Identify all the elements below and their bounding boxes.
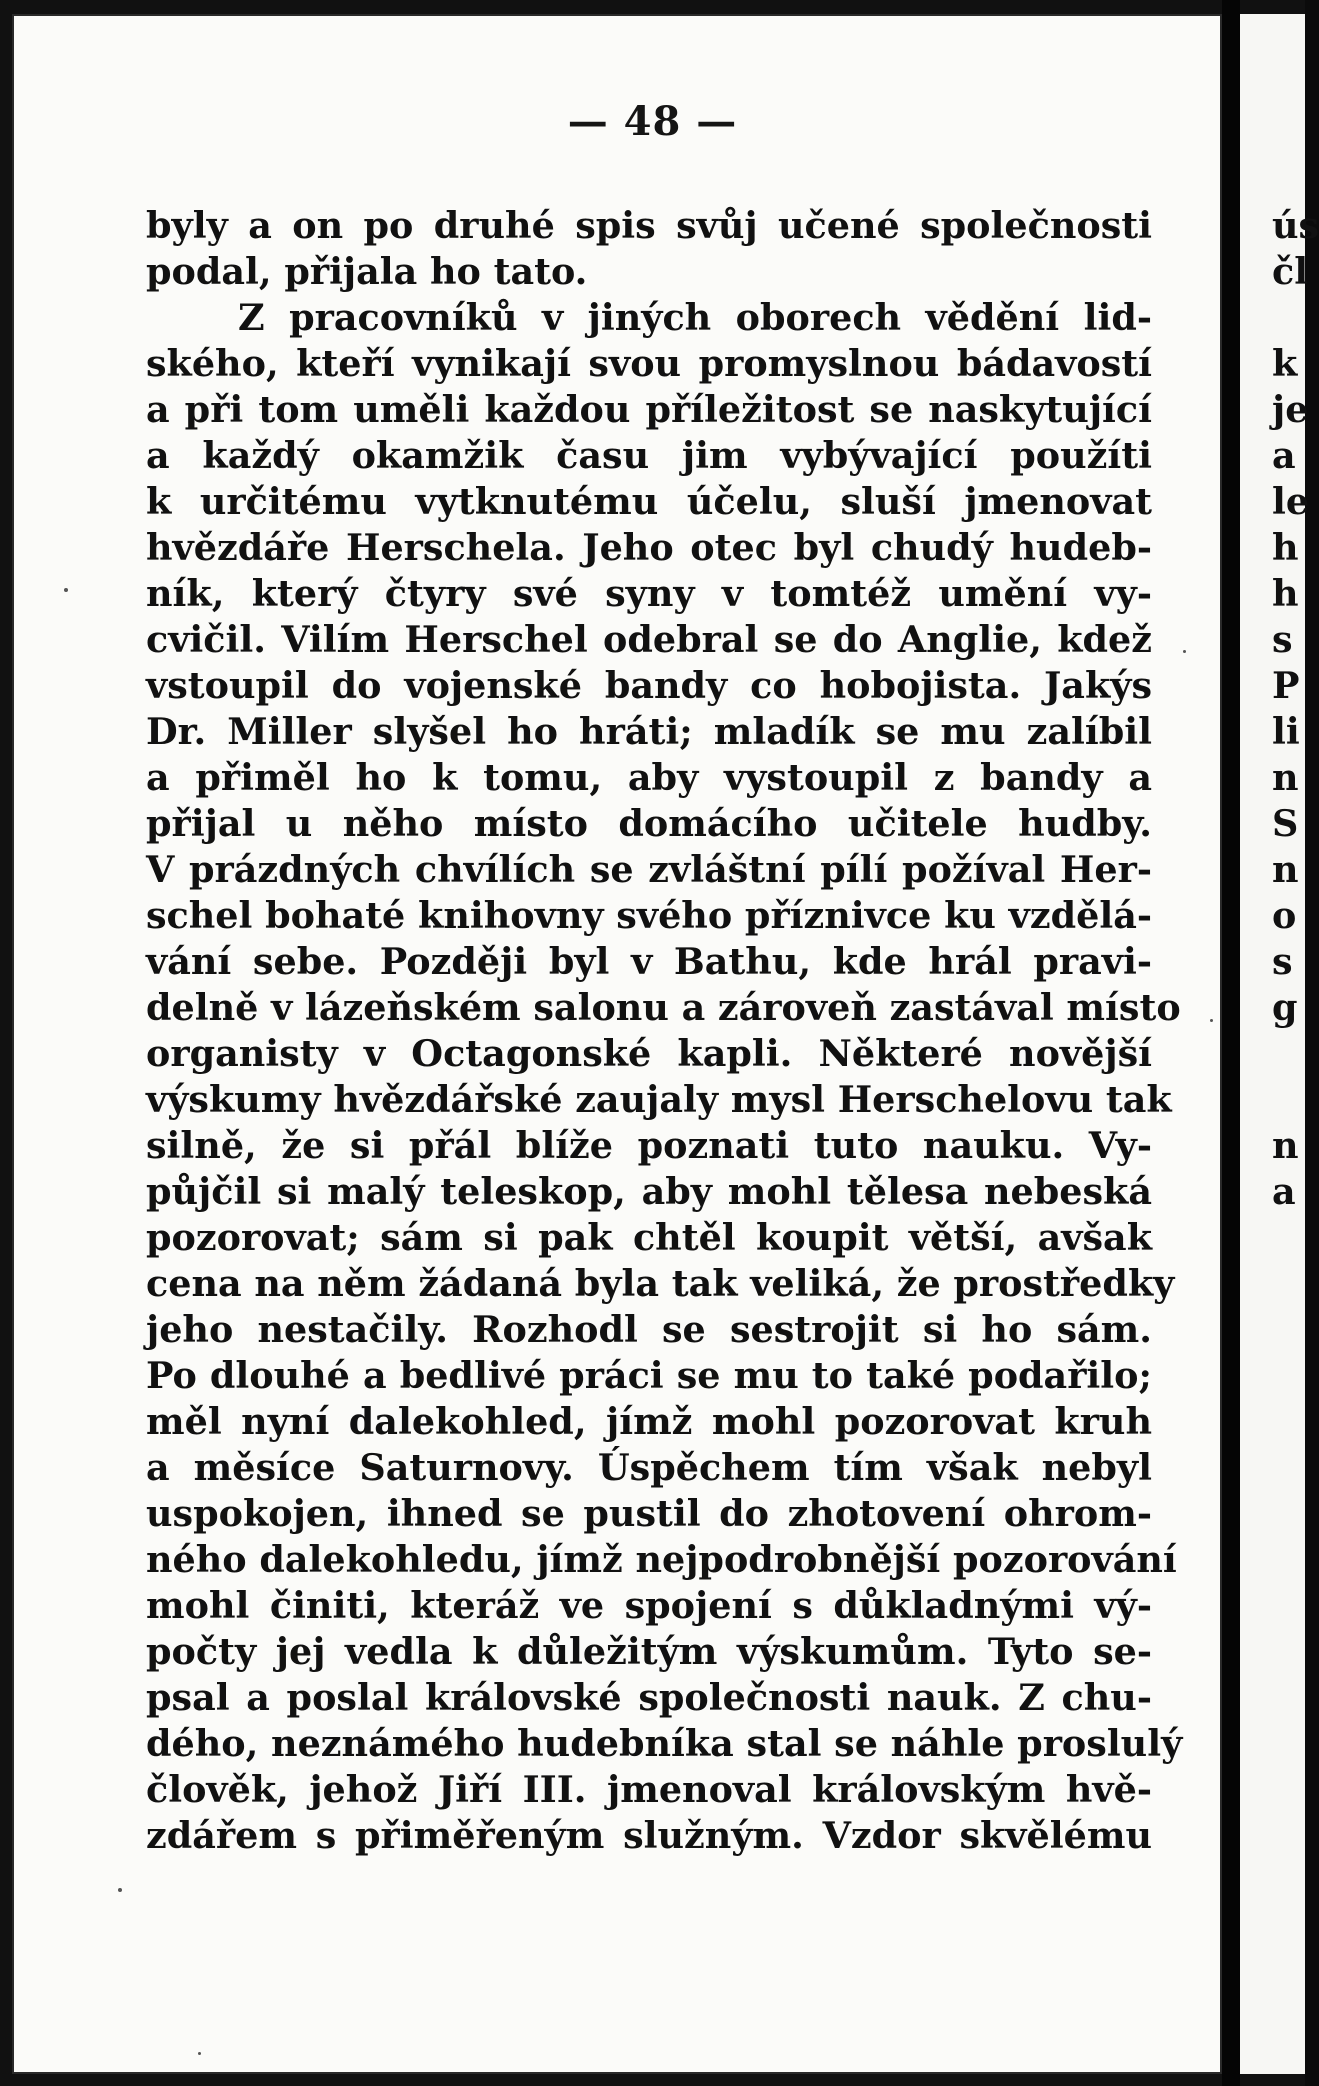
text-line: a při tom uměli každou příležitost se naskytující bbox=[146, 388, 1152, 431]
book-gutter bbox=[1222, 0, 1240, 2086]
text-line: delně v lázeňském salonu a zároveň zastával místo bbox=[146, 986, 1181, 1029]
text-line: organisty v Octagonské kapli. Některé novější bbox=[146, 1032, 1152, 1075]
adjacent-fragment: n bbox=[1272, 848, 1299, 891]
text-line: ník, který čtyry své syny v tomtéž umění vy- bbox=[146, 572, 1152, 615]
adjacent-fragment bbox=[1272, 1077, 1312, 1123]
text-line: jeho nestačily. Rozhodl se sestrojit si ho sám. bbox=[146, 1308, 1152, 1351]
text-line: dého, neznámého hudebníka stal se náhle proslulý bbox=[146, 1722, 1183, 1765]
text-line: pozorovat; sám si pak chtěl koupit větší, avšak bbox=[146, 1216, 1152, 1259]
text-line: V prázdných chvílích se zvláštní pílí požíval Her- bbox=[146, 848, 1152, 891]
text-line: k určitému vytknutému účelu, sluší jmenovat bbox=[146, 480, 1152, 523]
scan-speck bbox=[64, 588, 68, 592]
body-text bbox=[146, 203, 1183, 1859]
text-line: a každý okamžik času jim vybývající použíti bbox=[146, 434, 1152, 477]
adjacent-fragment: le bbox=[1272, 480, 1310, 523]
adjacent-fragment bbox=[1272, 1031, 1312, 1077]
scan-speck bbox=[1183, 650, 1186, 653]
text-line: podal, přijala ho tato. bbox=[146, 250, 588, 293]
scan-speck bbox=[1210, 1019, 1213, 1022]
text-line: půjčil si malý teleskop, aby mohl tělesa nebeská bbox=[146, 1170, 1152, 1213]
text-line: měl nyní dalekohled, jímž mohl pozorovat kruh bbox=[146, 1400, 1152, 1443]
adjacent-fragment: g bbox=[1272, 986, 1298, 1029]
text-line: výskumy hvězdářské zaujaly mysl Herschelovu tak bbox=[146, 1078, 1172, 1121]
text-line: člověk, jehož Jiří III. jmenoval královským hvě- bbox=[146, 1768, 1152, 1811]
text-line: uspokojen, ihned se pustil do zhotovení ohrom- bbox=[146, 1492, 1152, 1535]
text-line: ského, kteří vynikají svou promyslnou bádavostí bbox=[146, 342, 1152, 385]
text-line: a měsíce Saturnovy. Úspěchem tím však nebyl bbox=[146, 1446, 1152, 1489]
scan-speck bbox=[198, 2052, 201, 2055]
scan-speck bbox=[118, 1888, 122, 1892]
text-line: Po dlouhé a bedlivé práci se mu to také podařilo; bbox=[146, 1354, 1152, 1397]
text-line: schel bohaté knihovny svého příznivce ku vzdělá- bbox=[146, 894, 1152, 937]
text-line: cvičil. Vilím Herschel odebral se do Anglie, kdež bbox=[146, 618, 1152, 661]
adjacent-fragment: li bbox=[1272, 710, 1300, 753]
text-line: počty jej vedla k důležitým výskumům. Tyto se- bbox=[146, 1630, 1152, 1673]
text-line: byly a on po druhé spis svůj učené společnosti bbox=[146, 204, 1152, 247]
adjacent-fragment: n bbox=[1272, 756, 1299, 799]
text-line: ného dalekohledu, jímž nejpodrobnější pozorování bbox=[146, 1538, 1177, 1581]
text-line: vstoupil do vojenské bandy co hobojista. Jakýs bbox=[146, 664, 1152, 707]
adjacent-fragment: o bbox=[1272, 894, 1297, 937]
adjacent-fragment: je bbox=[1272, 388, 1309, 431]
adjacent-fragment: a bbox=[1272, 1170, 1296, 1213]
text-line: Z pracovníků v jiných oborech vědění lid- bbox=[238, 296, 1152, 339]
text-line: přijal u něho místo domácího učitele hudby. bbox=[146, 802, 1152, 845]
page-number: — 48 — bbox=[567, 98, 738, 145]
adjacent-fragment: a bbox=[1272, 434, 1296, 477]
text-line: zdářem s přiměřeným služným. Vzdor skvělému bbox=[146, 1814, 1152, 1857]
adjacent-fragment: k bbox=[1272, 342, 1298, 385]
text-line: silně, že si přál blíže poznati tuto nauku. Vy- bbox=[146, 1124, 1152, 1167]
adjacent-fragment: ús bbox=[1272, 204, 1319, 247]
adjacent-fragment: S bbox=[1272, 802, 1299, 845]
adjacent-fragment bbox=[1272, 295, 1312, 341]
adjacent-fragment: P bbox=[1272, 664, 1300, 707]
adjacent-fragment: s bbox=[1272, 940, 1293, 983]
adjacent-fragment: h bbox=[1272, 572, 1299, 615]
text-line: cena na něm žádaná byla tak veliká, že prostředky bbox=[146, 1262, 1175, 1305]
text-line: a přiměl ho k tomu, aby vystoupil z bandy a bbox=[146, 756, 1152, 799]
text-line: Dr. Miller slyšel ho hráti; mladík se mu zalíbil bbox=[146, 710, 1152, 753]
text-line: vání sebe. Později byl v Bathu, kde hrál pravi- bbox=[146, 940, 1152, 983]
adjacent-fragment: n bbox=[1272, 1124, 1299, 1167]
adjacent-fragment: s bbox=[1272, 618, 1293, 661]
text-line: hvězdáře Herschela. Jeho otec byl chudý hudeb- bbox=[146, 526, 1152, 569]
text-line: psal a poslal královské společnosti nauk. Z chu- bbox=[146, 1676, 1152, 1719]
adjacent-fragment: h bbox=[1272, 526, 1299, 569]
adjacent-fragment: čl bbox=[1272, 250, 1309, 293]
adjacent-page-text bbox=[1272, 203, 1319, 1215]
text-line: mohl činiti, kteráž ve spojení s důkladnými vý- bbox=[146, 1584, 1152, 1627]
